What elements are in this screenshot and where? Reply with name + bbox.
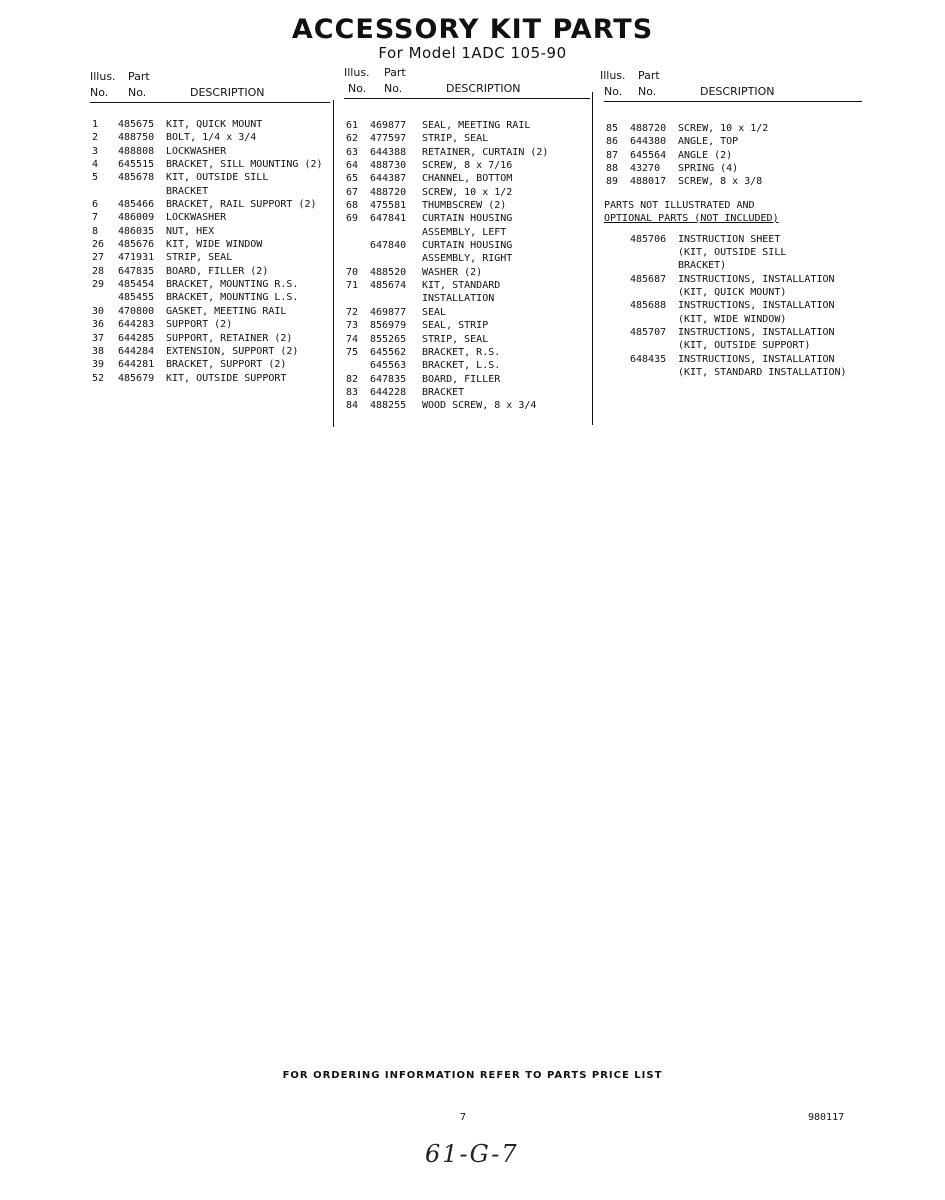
- part-row: [604, 353, 862, 366]
- part-number: 485688: [630, 300, 667, 312]
- illus-number: 61: [346, 120, 359, 131]
- illus-number: 69: [346, 213, 359, 225]
- part-description: LOCKWASHER: [166, 145, 227, 157]
- part-number: 647841: [370, 213, 407, 225]
- part-description: ANGLE (2): [678, 149, 733, 161]
- part-row: [604, 246, 862, 259]
- part-number: 488017: [630, 176, 667, 188]
- part-description: BRACKET, L.S.: [422, 360, 501, 372]
- illus-number: 1: [92, 119, 99, 130]
- part-row: [344, 292, 590, 305]
- illus-number: 70: [346, 266, 359, 278]
- part-row: [344, 386, 590, 399]
- part-row: [344, 146, 590, 159]
- illus-number: 2: [92, 132, 99, 144]
- part-description: BRACKET): [678, 260, 727, 272]
- part-row: [344, 212, 590, 225]
- illus-number: 72: [346, 306, 359, 318]
- illus-number: 67: [346, 186, 359, 198]
- part-row: [604, 366, 862, 379]
- part-description: SCREW, 10 x 1/2: [678, 123, 769, 134]
- illus-number: 29: [92, 279, 105, 291]
- part-row: [604, 273, 862, 286]
- part-number: 644388: [370, 146, 407, 158]
- part-no-header: No.: [638, 85, 657, 98]
- part-number: 644283: [118, 319, 155, 331]
- part-description: WASHER (2): [422, 266, 483, 278]
- illus-number: 74: [346, 333, 359, 345]
- part-row: [90, 372, 330, 385]
- optional-parts-heading-line2: OPTIONAL PARTS (NOT INCLUDED): [604, 212, 779, 224]
- part-description: KIT, STANDARD: [422, 280, 501, 292]
- part-number: 485675: [118, 119, 155, 130]
- part-description: SCREW, 8 x 3/8: [678, 176, 763, 188]
- parts-column-3: [600, 67, 862, 380]
- part-row: [344, 399, 590, 412]
- part-number: 488720: [370, 186, 407, 198]
- part-number: 644284: [118, 345, 155, 357]
- part-number: 488720: [630, 123, 667, 134]
- part-row: [604, 286, 862, 299]
- illus-number: 36: [92, 319, 105, 331]
- part-row: [90, 318, 330, 331]
- part-number: 485679: [118, 372, 155, 384]
- part-description: ASSEMBLY, LEFT: [422, 226, 507, 238]
- illus-no-header: No.: [90, 86, 109, 99]
- part-description: STRIP, SEAL: [422, 333, 489, 345]
- part-number: 485466: [118, 199, 155, 211]
- part-number: 855265: [370, 333, 407, 345]
- part-number: 645515: [118, 159, 155, 171]
- part-number: 485678: [118, 172, 155, 184]
- part-description: SUPPORT, RETAINER (2): [166, 332, 293, 344]
- part-number: 644387: [370, 173, 407, 185]
- part-description: INSTRUCTION SHEET: [678, 233, 781, 245]
- part-row: [344, 132, 590, 145]
- illus-number: 82: [346, 373, 359, 385]
- header-rule: [344, 98, 590, 99]
- part-description: INSTRUCTIONS, INSTALLATION: [678, 300, 835, 312]
- part-description: CURTAIN HOUSING: [422, 213, 513, 225]
- part-number: 485676: [118, 239, 155, 251]
- part-row: [344, 172, 590, 185]
- part-description: EXTENSION, SUPPORT (2): [166, 345, 299, 357]
- part-description: KIT, QUICK MOUNT: [166, 119, 263, 130]
- part-row: [604, 339, 862, 352]
- illus-number: 37: [92, 332, 105, 344]
- part-number: 485454: [118, 279, 155, 291]
- illus-number: 27: [92, 252, 105, 264]
- part-description: ANGLE, TOP: [678, 136, 739, 148]
- part-number: 647835: [118, 265, 155, 277]
- part-description: KIT, OUTSIDE SILL: [166, 172, 269, 184]
- illus-no-header: No.: [348, 82, 367, 95]
- part-row: [90, 305, 330, 318]
- description-header: DESCRIPTION: [190, 86, 265, 99]
- parts-list: [90, 118, 330, 385]
- part-number: 644380: [630, 136, 667, 148]
- illus-number: 28: [92, 265, 105, 277]
- illus-number: 39: [92, 359, 105, 371]
- part-description: CHANNEL, BOTTOM: [422, 173, 513, 185]
- part-description: NUT, HEX: [166, 225, 215, 237]
- part-description: KIT, WIDE WINDOW: [166, 239, 263, 251]
- illus-number: 63: [346, 146, 359, 158]
- part-number: 475581: [370, 200, 407, 212]
- part-row: [90, 131, 330, 144]
- part-description: SUPPORT (2): [166, 319, 233, 331]
- illus-number: 62: [346, 133, 359, 145]
- description-header: DESCRIPTION: [446, 82, 521, 95]
- page-number: 7: [460, 1112, 467, 1123]
- part-row: [90, 358, 330, 371]
- part-row: [90, 291, 330, 304]
- part-row: [604, 313, 862, 326]
- part-description: WOOD SCREW, 8 x 3/4: [422, 400, 537, 412]
- part-description: SEAL: [422, 306, 447, 318]
- part-row: [344, 359, 590, 372]
- part-description: INSTRUCTIONS, INSTALLATION: [678, 273, 835, 285]
- part-description: KIT, OUTSIDE SUPPORT: [166, 372, 287, 384]
- part-row: [90, 158, 330, 171]
- part-row: [344, 373, 590, 386]
- part-number: 645563: [370, 360, 407, 372]
- part-row: [344, 306, 590, 319]
- part-description: BOLT, 1/4 x 3/4: [166, 132, 257, 144]
- parts-list: [604, 122, 862, 189]
- part-number: 488255: [370, 400, 407, 412]
- part-row: [604, 233, 862, 246]
- optional-parts-heading-line1: PARTS NOT ILLUSTRATED AND: [604, 199, 755, 211]
- part-description: GASKET, MEETING RAIL: [166, 305, 287, 317]
- parts-column-2: [344, 64, 590, 413]
- part-row: [344, 226, 590, 239]
- column-divider: [592, 92, 593, 425]
- part-description: STRIP, SEAL: [422, 133, 489, 145]
- part-row: [344, 346, 590, 359]
- part-description: SCREW, 8 x 7/16: [422, 160, 513, 172]
- document-number: 980117: [808, 1112, 845, 1123]
- part-row: [344, 186, 590, 199]
- part-number: 645564: [630, 149, 667, 161]
- part-number: 486009: [118, 212, 155, 224]
- part-number: 485455: [118, 292, 155, 304]
- part-number: 43270: [630, 163, 661, 175]
- description-header: DESCRIPTION: [700, 85, 775, 98]
- part-number: 485706: [630, 233, 667, 245]
- part-row: [90, 265, 330, 278]
- part-row: [344, 159, 590, 172]
- part-row: [344, 333, 590, 346]
- illus-number: 26: [92, 239, 105, 251]
- part-description: ASSEMBLY, RIGHT: [422, 253, 513, 265]
- part-number: 470800: [118, 305, 155, 317]
- illus-header: Illus.: [600, 69, 626, 82]
- part-row: [604, 122, 862, 135]
- illus-number: 52: [92, 372, 105, 384]
- illus-number: 4: [92, 159, 99, 171]
- illus-number: 84: [346, 400, 359, 412]
- part-number: 488730: [370, 160, 407, 172]
- part-description: BOARD, FILLER (2): [166, 265, 269, 277]
- part-description: RETAINER, CURTAIN (2): [422, 146, 549, 158]
- part-number: 469877: [370, 120, 407, 131]
- part-description: STRIP, SEAL: [166, 252, 233, 264]
- part-row: [90, 225, 330, 238]
- part-number: 477597: [370, 133, 407, 145]
- part-description: INSTRUCTIONS, INSTALLATION: [678, 327, 835, 339]
- part-number: 486035: [118, 225, 155, 237]
- illus-number: 75: [346, 346, 359, 358]
- part-description: BRACKET, MOUNTING R.S.: [166, 279, 299, 291]
- part-description: SEAL, MEETING RAIL: [422, 120, 531, 131]
- parts-column-1: [90, 68, 330, 385]
- part-row: [604, 299, 862, 312]
- illus-number: 89: [606, 176, 619, 188]
- handwritten-note: 61-G-7: [425, 1140, 519, 1168]
- part-header: Part: [128, 70, 150, 83]
- illus-no-header: No.: [604, 85, 623, 98]
- part-number: 469877: [370, 306, 407, 318]
- part-description: SCREW, 10 x 1/2: [422, 186, 513, 198]
- part-row: [344, 199, 590, 212]
- part-number: 485687: [630, 273, 667, 285]
- part-header: Part: [384, 66, 406, 79]
- illus-number: 86: [606, 136, 619, 148]
- part-description: BRACKET: [166, 185, 209, 197]
- illus-number: 3: [92, 145, 99, 157]
- part-row: [90, 198, 330, 211]
- illus-number: 7: [92, 212, 99, 224]
- illus-number: 30: [92, 305, 105, 317]
- part-number: 471931: [118, 252, 155, 264]
- illus-number: 68: [346, 200, 359, 212]
- page-title: ACCESSORY KIT PARTS: [291, 14, 654, 45]
- part-row: [90, 171, 330, 184]
- part-description: BRACKET, RAIL SUPPORT (2): [166, 199, 317, 211]
- part-row: [344, 252, 590, 265]
- part-no-header: No.: [128, 86, 147, 99]
- part-description: (KIT, QUICK MOUNT): [678, 287, 787, 299]
- column-header: [600, 67, 862, 107]
- illus-number: 88: [606, 163, 619, 175]
- illus-number: 87: [606, 149, 619, 161]
- part-row: [604, 149, 862, 162]
- part-row: [604, 175, 862, 188]
- part-description: (KIT, STANDARD INSTALLATION): [678, 367, 847, 379]
- parts-list: [344, 119, 590, 413]
- optional-parts-list: [604, 233, 862, 380]
- column-divider: [333, 100, 334, 427]
- part-number: 645562: [370, 346, 407, 358]
- part-row: [90, 332, 330, 345]
- part-description: BRACKET, MOUNTING L.S.: [166, 292, 299, 304]
- part-description: BRACKET, SILL MOUNTING (2): [166, 159, 323, 171]
- part-row: [344, 119, 590, 132]
- illus-header: Illus.: [344, 66, 370, 79]
- part-description: (KIT, OUTSIDE SILL: [678, 247, 787, 259]
- part-description: BRACKET: [422, 386, 465, 398]
- part-row: [604, 259, 862, 272]
- part-number: 647840: [370, 240, 407, 252]
- part-row: [344, 279, 590, 292]
- part-description: (KIT, OUTSIDE SUPPORT): [678, 340, 811, 352]
- header-rule: [604, 101, 862, 102]
- part-description: CURTAIN HOUSING: [422, 240, 513, 252]
- part-row: [344, 239, 590, 252]
- header-rule: [90, 102, 330, 103]
- part-description: SEAL, STRIP: [422, 320, 489, 332]
- illus-number: 6: [92, 199, 99, 211]
- part-number: 856979: [370, 320, 407, 332]
- illus-number: 38: [92, 345, 105, 357]
- illus-number: 71: [346, 280, 359, 292]
- part-row: [604, 326, 862, 339]
- part-description: BOARD, FILLER: [422, 373, 501, 385]
- part-row: [90, 238, 330, 251]
- illus-number: 8: [92, 225, 99, 237]
- part-description: SPRING (4): [678, 163, 739, 175]
- part-description: (KIT, WIDE WINDOW): [678, 313, 787, 325]
- part-number: 488750: [118, 132, 155, 144]
- part-row: [604, 135, 862, 148]
- part-description: INSTALLATION: [422, 293, 495, 305]
- column-header: [90, 68, 330, 108]
- part-row: [90, 185, 330, 198]
- illus-number: 65: [346, 173, 359, 185]
- illus-header: Illus.: [90, 70, 116, 83]
- part-description: INSTRUCTIONS, INSTALLATION: [678, 353, 835, 365]
- part-number: 647835: [370, 373, 407, 385]
- part-row: [90, 345, 330, 358]
- part-row: [90, 251, 330, 264]
- illus-number: 73: [346, 320, 359, 332]
- part-description: BRACKET, R.S.: [422, 346, 501, 358]
- part-row: [90, 145, 330, 158]
- part-number: 488808: [118, 145, 155, 157]
- illus-number: 85: [606, 123, 619, 134]
- part-description: BRACKET, SUPPORT (2): [166, 359, 287, 371]
- part-number: 644285: [118, 332, 155, 344]
- part-number: 644228: [370, 386, 407, 398]
- optional-parts-heading: [604, 199, 862, 225]
- illus-number: 5: [92, 172, 99, 184]
- part-row: [344, 266, 590, 279]
- part-number: 644281: [118, 359, 155, 371]
- part-row: [604, 162, 862, 175]
- part-number: 648435: [630, 353, 667, 365]
- part-number: 488520: [370, 266, 407, 278]
- model-subtitle: For Model 1ADC 105-90: [378, 44, 567, 62]
- part-description: LOCKWASHER: [166, 212, 227, 224]
- ordering-note: FOR ORDERING INFORMATION REFER TO PARTS PRICE LIST: [282, 1070, 663, 1081]
- part-header: Part: [638, 69, 660, 82]
- part-row: [344, 319, 590, 332]
- part-no-header: No.: [384, 82, 403, 95]
- column-header: [344, 64, 590, 104]
- part-row: [90, 278, 330, 291]
- illus-number: 83: [346, 386, 359, 398]
- part-number: 485707: [630, 327, 667, 339]
- part-row: [90, 118, 330, 131]
- part-row: [90, 211, 330, 224]
- part-description: THUMBSCREW (2): [422, 200, 507, 212]
- part-number: 485674: [370, 280, 407, 292]
- illus-number: 64: [346, 160, 359, 172]
